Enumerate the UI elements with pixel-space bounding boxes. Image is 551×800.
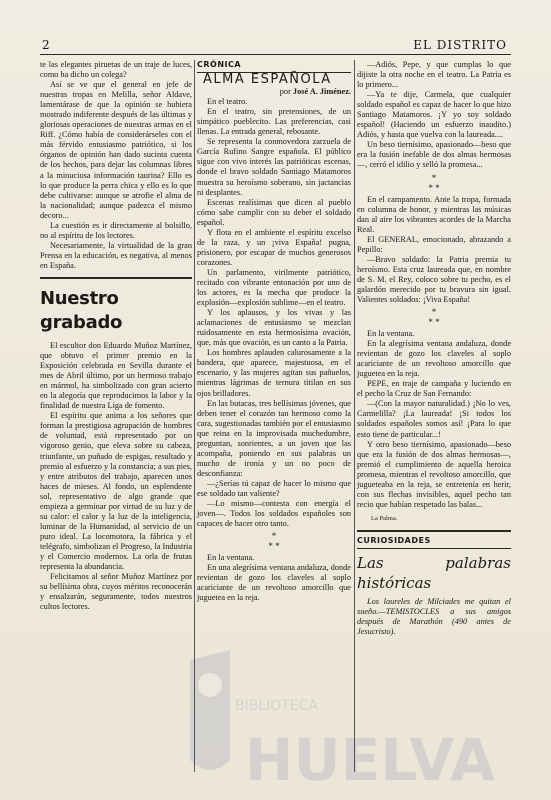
- section-rule: [40, 277, 192, 279]
- paragraph: Los laureles de Milciades me quitan el sueño.—TEMISTOCLES a sus amigos después de Marathón (490 antes de Jesucristo).: [357, 596, 511, 637]
- section-kicker: CURIOSIDADES: [357, 535, 431, 545]
- asterism: * * *: [268, 531, 280, 552]
- paragraph: Un parlamento, virilmente patriótico, recitado con vibrante entonación por uno de los actores, es la mecha que produce la explosión—explosión sublime—en el teatro.: [197, 267, 351, 308]
- column-left: [40, 60, 192, 612]
- paragraph: PEPE, en traje de campaña y luciendo en el pecho la Cruz de San Fernando:: [357, 379, 511, 399]
- paragraph: Un beso tiernísimo, apasionado—beso que era la fusión inefable de dos almas hermosas—, cerró el idilio y selló la promesa...: [357, 140, 511, 170]
- paragraph: En la alegrísima ventana andaluza, donde revientan de gozo los claveles al soplo acariciante de un revoltoso amorcillo que juguetea en la reja.: [357, 339, 511, 379]
- column-middle: [197, 60, 351, 603]
- header-rule: [40, 54, 511, 55]
- paragraph: —Ya te dije, Carmela, que cualquier soldado español es capaz de hacer lo que hizo Santiago Matamoros. ¡Y yo soy soldado español! (Haciendo un esfuerzo inaudito.) Adiós, y hasta que vuelva con la laureada....: [357, 90, 511, 140]
- paragraph: El espíritu que anima a los señores que forman la prestigiosa agrupación de hombres de voluntad, está representado por un vigoroso genio, que eleva sobre su cabeza, triunfante, un puñado de espigas, resultado y premio al esfuerzo y la constancia; a sus pies, y entre atributos del trabajo, aparecen unos haces de mieses. Al fondo, un esplendente sol, representativo de algo grande que empieza a germinar por virtud de su luz y de su calor: el calor y la luz de la inteligencia, luminar de la Humanidad, al servicio de un puro ideal. La locomotora, la fábrica y el telégrafo, simbolizan el Progreso, la Industria y el Comercio modernos. La orla de frutas representa la abundancia.: [40, 411, 192, 572]
- paragraph: —Lo mismo—contesta con energía el joven—. Todos los soldados españoles son capaces de hacer otro tanto.: [197, 499, 351, 529]
- paragraph: En las butacas, tres bellísimas jóvenes, que deben tener el corazón tan hermoso como la cara, sugestionadas también por el entusiasmo que reina en la improvisada muchedumbre, preguntan, sonrientes, a un joven que las acompaña, poniendo en sus palabras un mucho de ironía y un no poco de desconfianza:: [197, 398, 351, 478]
- article-title: ALMA ESPAÑOLA: [203, 72, 332, 88]
- paragraph: En la ventana.: [207, 553, 255, 563]
- paragraph: La cuestión es ir directamente al bolsillo, no al espíritu de los lectores.: [40, 220, 192, 240]
- asterism: * * *: [428, 307, 440, 328]
- paragraph: En el campamento. Ante la tropa, formada en columna de honor, y mientras las músicas dan al aire los vibrantes acordes de la Marcha Real.: [357, 194, 511, 234]
- paragraph: —(Con la mayor naturalidad.) ¡No lo ves, Carmelilla? ¡La laureada! ¡Si todos los soldados españoles somos así! ¡Para lo que esto tiene de particular...!: [357, 399, 511, 439]
- column-divider: [194, 60, 195, 772]
- watermark-text: HUELVA: [245, 726, 496, 794]
- paragraph: Y otro beso tiernísimo, apasionado—beso que era la fusión de dos almas hermosas—, premió el cumplimiento de aquella heroica promesa, mientras el revoltoso amorcillo, que jugueteaba en la reja, se entretenía en herir, con sus flechas invisibles, aquel pecho tan recio que habían respetado las balas...: [357, 439, 511, 509]
- paragraph: Y flota en el ambiente el espíritu excelso de la raza, y un ¡viva España! pugna, prisionero, por escapar de muchos generosos corazones.: [197, 227, 351, 267]
- paragraph: El GENERAL, emocionado, abrazando a Pepillo:: [357, 234, 511, 254]
- paragraph: —Bravo soldado: la Patria premia tu heroísmo. Esta cruz laureada que, en nombre de S. M. el Rey, coloco sobre tu pecho, es el galardón merecido por tu bravura sin igual. Valientes soldados: ¡Viva España!: [357, 254, 511, 304]
- column-divider: [354, 60, 355, 772]
- section-rule: [357, 530, 511, 532]
- paragraph: En el teatro, sin pretensiones, de un simpático pueblecito. Las preferencias, casi llenas. La entrada general, rebosante.: [197, 107, 351, 137]
- paragraph: Así se ve que el general en jefe de nuestras tropas en Melilla, señor Aldave, lamentárase de que la opinión se hubiera mostrado indiferente después de las últimas y gloriosas operaciones de nuestras armas en el Riff. ¿Cómo había de considerárseles con el más férvido entusiasmo patriótico, si los órganos de opinión han dado sucinta cuenta de los hechos, para dejar las columnas libres a la minuciosa información taurina? Ello es lo que produce la perra chica y ello es lo que debe cultivarse: aunque se atrofie el alma de la nacionalidad; aunque padezca el mismo decoro...: [40, 80, 192, 220]
- curio-title: Las palabras históricas: [357, 553, 511, 592]
- column-right: [357, 60, 511, 637]
- paragraph: Escenas realísimas que dicen al pueblo cómo sabe cumplir con su deber el soldado español.: [197, 197, 351, 227]
- byline-author: José A. Jiménez.: [292, 87, 351, 97]
- watermark-subtext: BIBLIOTECA: [235, 698, 319, 714]
- section-title: Nuestro grabado: [40, 287, 123, 333]
- page-number: 2: [42, 38, 50, 52]
- byline: [197, 87, 351, 97]
- paragraph: Felicitamos al señor Muñoz Martínez por su bellísima obra, cuyos méritos reconocerán y ensalzarán, seguramente, todos nuestros cultos lectores.: [40, 572, 192, 612]
- section-kicker: CRÓNICA: [197, 60, 242, 69]
- paragraph: te las elegantes piruetas de un traje de luces, como ha dicho un colega?: [40, 60, 192, 80]
- paragraph: Necesariamente, la virtualidad de la gran Prensa en la educación, es negativa, al menos en España.: [40, 240, 192, 270]
- paragraph: El escultor don Eduardo Muñoz Martínez, que obtuvo el primer premio en la Exposición celebrada en Sevilla durante el mes de Abril último, por un hermoso trabajo en mármol, ha simbolizado con gran acierto en la alegoría que reproducimos la labor y la finalidad de nuestra Liga de fomento.: [40, 340, 192, 411]
- paragraph: Los hombres aplauden calurosamente a la bandera, que aparece, majestuosa, en el escenario, y las mujeres agitan sus pañuelos, mientras lágrimas de ternura titilan en sus ojos brilladores.: [197, 348, 351, 398]
- page-header: [0, 0, 551, 62]
- kicker-rule: [357, 548, 511, 549]
- paragraph: En el teatro.: [207, 97, 248, 107]
- newspaper-title: EL DISTRITO: [413, 38, 507, 52]
- paragraph: En la ventana.: [367, 329, 415, 339]
- paragraph: Se representa la conmovedora zarzuela de García Rufino Sangre española. El público sigue con vivo interés las patrióticas escenas, donde el bravo soldado Santiago Matamoros muestra su heroísmo soberano, sin jactancias ni desplantes.: [197, 137, 351, 197]
- paragraph: —Adiós, Pepe, y que cumplas lo que dijiste la otra noche en el teatro. La Patria es lo primero...: [357, 60, 511, 90]
- paragraph: En una alegrísima ventana andaluza, donde revientan de gozo los claveles al soplo acariciante de un revoltoso amorcillo que juguetea en la reja.: [197, 563, 351, 603]
- signature: La Palma.: [371, 514, 398, 522]
- library-watermark: [150, 640, 496, 794]
- paragraph: —¿Serías tú capaz de hacer lo mismo que ese soldado tan valiente?: [197, 478, 351, 498]
- asterism: * * *: [428, 172, 440, 193]
- paragraph: Y los aplausos, y los vivas y las aclamaciones de entusiasmo se mezclan ruidosamente en esta hermosísima ovación, que, más que ovación, es un canto a la Patria.: [197, 308, 351, 348]
- byline-prefix: por: [279, 87, 291, 97]
